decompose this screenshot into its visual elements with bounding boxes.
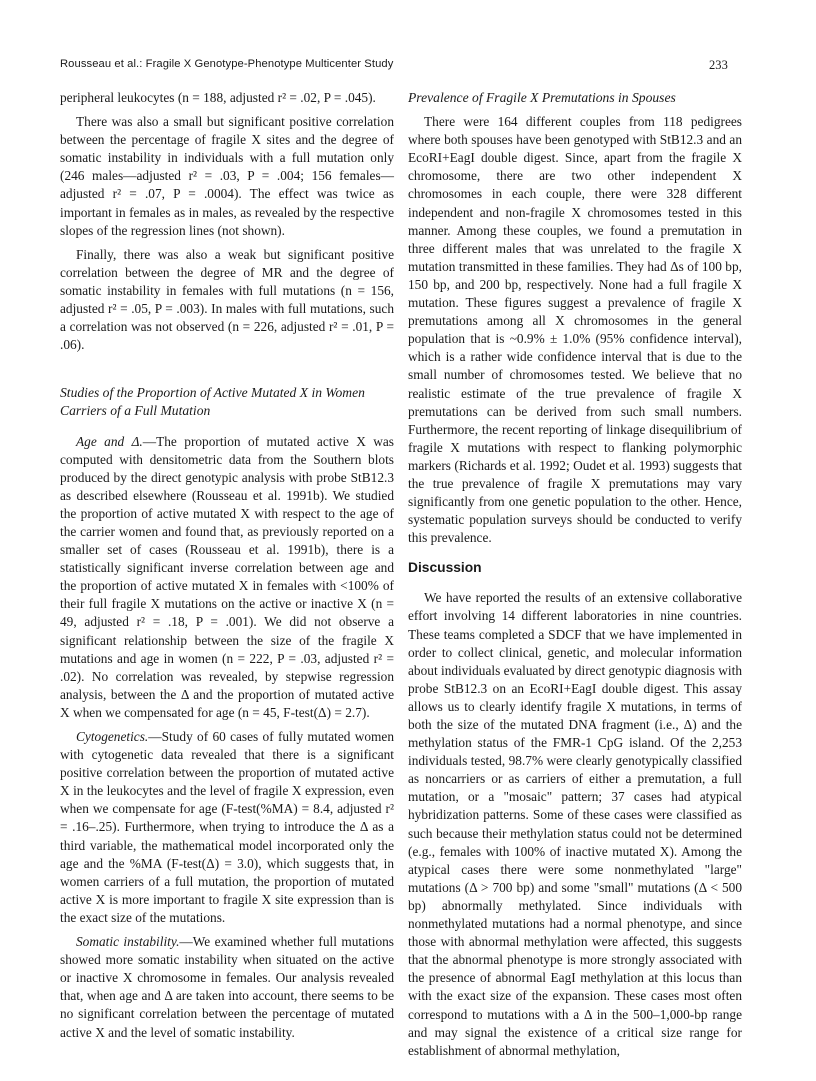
paragraph: There were 164 different couples from 118 pedigrees where both spouses have been genotyped with StB12.3 and an EcoRI+EagI double digest. Since, apart from the fragile X chromosome, there are two other independent X chromosomes in each couple, there were 328 different independent and non-fragile X chromosomes tested in this manner. Among these couples, we found a premutation in three different males that was unrelated to the fragile X mutation transmitted in these families. They had Δs of 100 bp, 150 bp, and 200 bp, respectively. None had a full fragile X mutation. These figures suggest a prevalence of fragile X premutations among all X chromosomes in the general population that is ~0.9% ± 1.0% (95% confidence interval), which is a rather wide confidence interval that is due to the small number of chromosomes tested. We believe that no realistic estimate of the true prevalence of fragile X premutations can be derived from such small numbers. Furthermore, the recent reporting of linkage disequilibrium of fragile X mutations with respect to flanking polymorphic markers (Richards et al. 1992; Oudet et al. 1993) suggests that the true prevalence of fragile X premutations may vary significantly from one genetic population to the other. Hence, systematic population surveys should be conducted to verify this prevalence. [408, 114, 742, 546]
paragraph: There was also a small but significant positive correlation between the percentage of fragile X sites and the degree of somatic instability in individuals with a full mutation only (246 males—adjusted r² = .03, P = .004; 156 females—adjusted r² = .07, P = .0004). The effect was twice as important in females as in males, as revealed by the respective slopes of the regression lines (not shown). [60, 114, 394, 238]
right-column [408, 89, 742, 1060]
spacer [60, 421, 394, 433]
paragraph-text: —The proportion of mutated active X was computed with densitometric data from the Southern blots produced by the direct genotypic analysis with probe StB12.3 as described elsewhere (Rousseau et al. 1991b). We studied the proportion of active mutated X with respect to the age of the carrier women and found that, as previously reported on a smaller set of cases (Rousseau et al. 1991b), there is a statistically significant inverse correlation between age and the proportion of active mutated X in females with <100% of their full fragile X mutations on the active or inactive X (n = 49, adjusted r² = .18, P = .001). We did not observe a significant relationship between the size of the fragile X mutations and age in women (n = 222, P = .03, adjusted r² = .02). No correlation was revealed, by stepwise regression analysis, between the Δ and the proportion of mutated active X when we compensated for age (n = 45, F-test(Δ) = 2.7). [60, 433, 395, 720]
section-heading: Prevalence of Fragile X Premutations in Spouses [408, 90, 676, 105]
paragraph: peripheral leukocytes (n = 188, adjusted r² = .02, P = .045). [60, 90, 376, 105]
running-head [60, 58, 728, 76]
paragraph [60, 433, 394, 723]
run-in-heading: Age and Δ. [76, 433, 143, 449]
spacer [408, 577, 742, 589]
left-column [60, 89, 394, 1042]
section-heading: Studies of the Proportion of Active Mutated X in Women Carriers of a Full Mutation [60, 385, 365, 419]
spacer [60, 354, 394, 384]
paragraph: Finally, there was also a weak but significant positive correlation between the degree of MR and the degree of somatic instability in females with full mutations (n = 156, adjusted r² = .05, P = .003). In males with full mutations, such a correlation was not observed (n = 226, adjusted r² = .01, P = .06). [60, 246, 394, 353]
paragraph [60, 933, 394, 1042]
discussion-title: Discussion [408, 560, 482, 576]
paragraph: We have reported the results of an extensive collaborative effort involving 14 different laboratories in nine countries. These teams completed a SDCF that we have implemented in order to collect clinical, genetic, and molecular information about individuals evaluated by direct genotypic diagnosis with probe StB12.3 on an EcoRI+EagI double digest. This assay allows us to clearly identify fragile X mutations, in terms of both the size of the mutated DNA fragment (i.e., Δ) and the methylation status of the FMR-1 CpG island. Of the 2,253 individuals tested, 98.7% were clearly genotypically classified as noncarriers or as carriers of either a premutation, a full mutation, or a "mosaic" pattern; 37 cases had atypical hybridization patterns. Some of these cases were classified as such because their methylation status could not be determined (e.g., females with 100% of inactive mutated X). Among the atypical cases there were some nonmethylated "large" mutations (Δ > 700 bp) and some "small" mutations (Δ < 500 bp) abnormally methylated. Since individuals with nonmethylated mutations had a normal phenotype, and since those with abnormal methylation were affected, this suggests that the abnormal phenotype is more strongly associated with the presence of abnormal EagI methylation at this locus than with the exact size of the expansion. These cases most often correspond to mutations with a Δ in the 500–1,000-bp range and may signal the existence of a critical size range for establishment of abnormal methylation, [408, 590, 742, 1058]
paragraph-text: —Study of 60 cases of fully mutated women with cytogenetic data revealed that there is a significant positive correlation between the proportion of mutated active X in the leukocytes and the level of fragile X expression, even when we compensate for age (F-test(%MA) = 8.4, adjusted r² = .16–.25). Furthermore, when trying to introduce the Δ as a third variable, the mathematical model incorporated only the age and the %MA (F-test(Δ) = 3.0), which suggests that, in women carriers of a full mutation, the proportion of mutated active X is more important to fragile X site expression than is the exact size of the mutations. [60, 729, 394, 925]
running-title: Rousseau et al.: Fragile X Genotype-Phenotype Multicenter Study [60, 58, 394, 70]
paragraph [60, 728, 394, 927]
page-number: 233 [708, 58, 728, 72]
run-in-heading: Cytogenetics. [76, 729, 149, 744]
spacer [408, 547, 742, 559]
paragraph-text: —We examined whether full mutations showed more somatic instability when situated on the active or inactive X chromosome in females. Our analysis revealed that, when age and Δ are taken into account, there seems to be no significant correlation between the percentage of mutated active X and the level of somatic instability. [60, 934, 394, 1040]
run-in-heading: Somatic instability. [76, 934, 180, 950]
